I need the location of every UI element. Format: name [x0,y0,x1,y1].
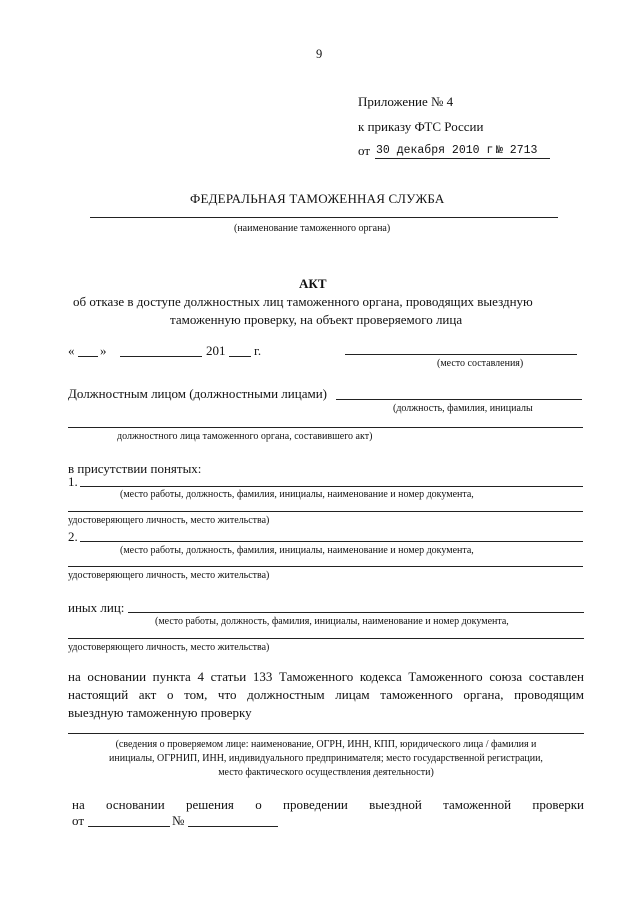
agency-line [90,217,558,218]
witness2-line2 [68,566,583,567]
date-year: 201 [206,343,226,358]
agency-name: ФЕДЕРАЛЬНАЯ ТАМОЖЕННАЯ СЛУЖБА [190,191,445,206]
decision-number-line [188,826,278,827]
basis-line3: выездную таможенную проверку [68,705,252,720]
officials-caption1: (должность, фамилия, инициалы [393,403,533,414]
witness2-number: 2. [68,529,78,544]
others-caption-a: (место работы, должность, фамилия, инициалы, наименование и номер документа, [155,616,509,627]
officials-line1 [336,399,582,400]
agency-caption: (наименование таможенного органа) [234,223,391,234]
place-line [345,354,577,355]
act-subtitle1: об отказе в доступе должностных лиц таможенного органа, проводящих выездную [73,294,533,309]
checked-caption3: место фактического осуществления деятельности) [218,767,434,778]
checked-line [68,733,584,734]
place-caption: (место составления) [437,358,524,369]
appendix-date: 30 декабря 2010 г. [376,144,501,157]
appendix-number: № 2713 [496,144,538,157]
appendix-from: от [358,143,371,158]
date-year-suffix: г. [254,343,262,358]
witness1-number: 1. [68,474,78,489]
appendix-line2: к приказу ФТС России [358,119,484,134]
witness2-line1 [80,541,583,542]
act-title: АКТ [299,276,327,291]
officials-label: Должностным лицом (должностными лицами) [68,386,327,401]
witness1-line2 [68,511,583,512]
others-line1 [128,612,584,613]
officials-line2 [68,427,583,428]
witness1-caption-b: удостоверяющего личность, место жительства) [68,515,270,526]
witness1-caption-a: (место работы, должность, фамилия, инициалы, наименование и номер документа, [120,489,474,500]
date-open-quote: « [68,343,75,358]
others-label: иных лиц: [68,600,125,615]
witness2-caption-b: удостоверяющего личность, место жительства) [68,570,270,581]
others-caption-b: удостоверяющего личность, место жительства) [68,642,270,653]
others-line2 [68,638,584,639]
appendix-underline [375,158,550,159]
appendix-line1: Приложение № 4 [358,94,454,109]
decision-line1: на основании решения о проведении выездной таможенной проверки [72,797,584,812]
checked-caption2: инициалы, ОГРНИП, ИНН, индивидуального предпринимателя; место государственной регистрации, [109,753,543,764]
witness1-line1 [80,486,583,487]
date-year-line [229,356,251,357]
witness2-caption-a: (место работы, должность, фамилия, инициалы, наименование и номер документа, [120,545,474,556]
page-number: 9 [316,47,323,61]
date-day-line [78,356,98,357]
date-month-line [120,356,202,357]
checked-caption1: (сведения о проверяемом лице: наименование, ОГРН, ИНН, КПП, юридического лица / фамилия и [115,739,537,750]
decision-from: от [72,813,85,828]
witnesses-label: в присутствии понятых: [68,461,202,476]
act-subtitle2: таможенную проверку, на объект проверяемого лица [170,312,463,327]
date-close-quote: » [100,343,107,358]
decision-num: № [172,813,185,828]
officials-caption2: должностного лица таможенного органа, составившего акт) [117,431,373,442]
decision-date-line [88,826,170,827]
basis-line1: на основании пункта 4 статьи 133 Таможенного кодекса Таможенного союза составлен [68,669,584,684]
basis-line2: настоящий акт о том, что должностным лицам таможенного органа, проводящим [68,687,584,702]
